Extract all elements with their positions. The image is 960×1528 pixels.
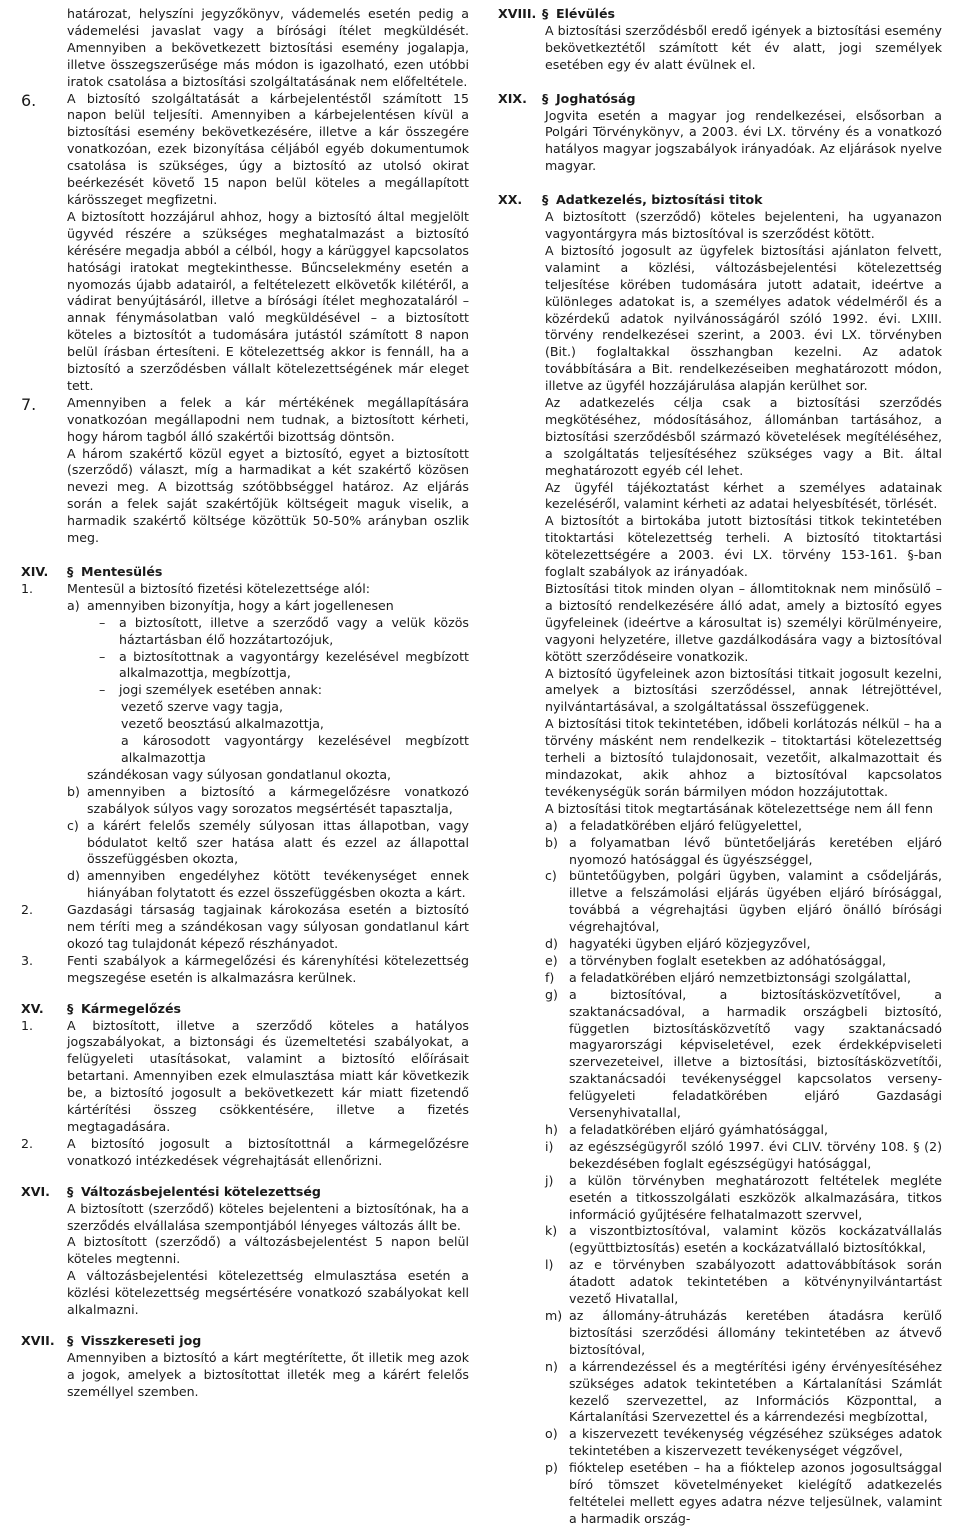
clause-text: Fenti szabályok a kármegelőzési és kárenyhítési kötelezettség megszegése esetén is alkalmazásra kerülnek. (67, 952, 469, 985)
dash-item (21, 649, 469, 683)
section-number: XVI. (21, 1183, 50, 1199)
clause-xv-1 (21, 1018, 469, 1136)
clause-number: 2. (21, 1135, 34, 1151)
section-number: XV. (21, 1000, 44, 1016)
clause-number: 1. (21, 580, 34, 596)
exception-list (498, 818, 942, 1528)
section-title: Adatkezelés, biztosítási titok (556, 192, 763, 208)
section-paragraph: A biztosítási titok megtartásának kötelezettsége nem áll fenn (545, 800, 933, 816)
section-paragraph: Az adatkezelés célja csak a biztosítási szerződés megkötéséhez, módosításához, állománban tartásához, a biztosítási szerződésből származó követelések megítéléséhez, a szolgáltatás teljesítéséhez szükséges vagy a Bit. által meghatározott egyéb cél lehet. (545, 395, 942, 478)
section-title: Kármegelőzés (81, 1000, 182, 1016)
item-text: az e törvényben szabályozott adattovábbítások során átadott adatok tekintetében a kötvénynyilvántartást vezető Hivatallal, (569, 1257, 942, 1307)
clause-xv-2 (21, 1136, 469, 1170)
section-heading-xix (498, 91, 942, 108)
section-paragraph: Az ügyfél tájékoztatást kérhet a személyes adatainak kezeléséről, valamint kérheti az adatai helyesbítését, törlését. (545, 479, 942, 512)
section-symbol: § (67, 564, 74, 579)
clause-text: A biztosító szolgáltatását a kárbejelentéstől számított 15 napon belül teljesíti. Amennyiben a kárbejelentésen kívül a biztosítási esemény bekövetkezésére, illetve a kár összegére vonatkozóan, ezek bizonyítása céljából egyéb dokumentumok csatolása is szükséges, úgy a biztosító az utolsó okirat beérkezését követő 15 napon belül köteles a megállapított kárösszeget megfizetni. (67, 90, 469, 207)
section-symbol: § (542, 6, 549, 21)
exception-item (498, 1139, 942, 1173)
intro-paragraph: határozat, helyszíni jegyzőkönyv, vádemelés esetén pedig a vádemelési javaslat vagy a bírósági ítélet megküldését. Amennyiben a bekövetkezett biztosítási esemény jogalapja, illetve összegszerűsége más módon is igazolható, ezen utóbbi iratok csatolása a biztosítási szolgáltatásának nem előfeltétele. (67, 6, 469, 89)
section-paragraph: A biztosítási szerződésből eredő igények a biztosítási esemény bekövetkeztétől számított két év alatt, jogi személyek esetében egy év alatt évülnek el. (545, 22, 942, 72)
clause-number: 7. (21, 394, 37, 414)
clause-number: 3. (21, 952, 34, 968)
item-text: a feladatkörében eljáró gyámhatósággal, (569, 1122, 829, 1137)
item-text: amennyiben engedélyhez kötött tevékenységet ennek hiányában folytatott és ezzel összefüggésben okozta a kárt. (87, 868, 469, 901)
section-heading-xvii (21, 1333, 469, 1350)
section-heading-xiv (21, 564, 469, 581)
section-number: XIV. (21, 564, 49, 579)
exception-item (498, 987, 942, 1122)
clause-number: 6. (21, 90, 37, 110)
dash-item (21, 615, 469, 649)
section-paragraph: Jogvita esetén a magyar jog rendelkezései, elsősorban a Polgári Törvénykönyv, a 2003. évi LX. törvény és a vonatkozó hatályos magyar jogszabályok irányadóak. Az eljárások nyelve magyar. (545, 107, 942, 174)
section-title: Mentesülés (81, 564, 163, 579)
section-paragraph: A biztosított (szerződő) köteles bejelenteni, ha ugyanazon vagyontárgyra más biztosítóval is szerződést kötött. (545, 209, 942, 241)
clause-text: Mentesül a biztosító fizetési kötelezettsége alól: (67, 580, 370, 596)
item-letter: n) (545, 1358, 558, 1374)
section-symbol: § (67, 1183, 74, 1199)
item-text: a feladatkörében eljáró nemzetbiztonsági szolgálattal, (569, 969, 911, 985)
item-text: hagyatéki ügyben eljáró közjegyzővel, (569, 936, 811, 952)
exception-item (498, 970, 942, 987)
clause-number: 2. (21, 902, 34, 918)
section-paragraph: A biztosító ügyfeleinek azon biztosítási titkait jogosult kezelni, amelyek a biztosítási szerződéssel, annak létrejöttével, nyilvántartásával, a szolgáltatással összefüggenek. (545, 665, 942, 715)
item-text: fióktelep esetében – ha a fióktelep azonos jogosultsággal bíró tömszet követelményeket kielégítő adatkezelés feltételei mellett egyes adatra nézve teljesülnek, valamint a harmadik ország- (569, 1460, 942, 1526)
exception-item (498, 1122, 942, 1139)
dash-mark: – (99, 648, 106, 664)
section-symbol: § (542, 90, 549, 106)
item-text: büntetőügyben, polgári ügyben, valamint a csődeljárás, illetve a felszámolási eljárás ügyében eljáró bírósággal, továbbá a végrehajtási ügyben eljáró önálló bírósági végrehajtóval, (569, 868, 942, 935)
item-text: a viszontbiztosítóval, valamint közös kockázatvállalás (együttbiztosítás) esetén a kockázatvállaló biztosítókkal, (569, 1223, 942, 1256)
item-text: a kiszervezett tevékenység végzéséhez szükséges adatok tekintetében a kiszervezett tevékenységet végzővel, (569, 1426, 942, 1459)
item-text: amennyiben a biztosító a kármegelőzésre vonatkozó szabályok súlyos vagy sorozatos megsértését tapasztalja, (87, 783, 469, 816)
section-symbol: § (67, 1000, 74, 1016)
dash-mark: – (99, 682, 106, 698)
item-letter: j) (545, 1172, 554, 1188)
section-paragraph: Amennyiben a biztosító a kárt megtérítette, őt illetik meg azok a jogok, amelyek a biztosítottat illeték meg a kárért felelős személlyel szemben. (67, 1349, 469, 1399)
section-paragraph: A biztosító jogosult az ügyfelek biztosítási ajánlaton felvett, valamint a közlési, változásbejelentési kötelezettség teljesítése körében tudomására jutott adatait, ideértve a különleges adatokat is, a személyes adatok védelméről és a közérdekű adatok nyilvánosságáról szóló 1992. évi. LXIII. törvény rendelkezései szerint, a 2003. évi LX. törvényben (Bit.) foglaltakkal összhangban kezelni. Az adatok továbbítására a Bit. rendelkezéseiben meghatározott módon, illetve az ügyfél hozzájárulása alapján kerülhet sor. (545, 242, 942, 394)
item-letter: d) (67, 868, 80, 884)
item-letter: m) (545, 1307, 563, 1323)
item-text: az egészségügyről szóló 1997. évi CLIV. törvény 108. § (2) bekezdésében foglalt egészségügyi hatósággal, (569, 1138, 942, 1171)
section-paragraph: Biztosítási titok minden olyan – állomtitoknak nem minősülő – a biztosító rendelkezésére álló adat, amely a biztosító egyes ügyfeleinek (ideértve a károsultat is) személyi körülményeire, vagyoni helyzetére, illetve gazdálkodására vagy a biztosítóval kötött szerződéseire vonatkozik. (545, 581, 942, 664)
clause-text: A biztosított, illetve a szerződő köteles a hatályos jogszabályokat, a biztonsági és üzemeltetési szabályokat, a felügyeleti utasításokat, valamint a biztosító előírásait betartani. Amennyiben ezek elmulasztása miatt kár következik be, a biztosító jogosult a bekövetkezett kár miatt fizetendő kártérítési összeg csökkentésére, illetve a fizetés megtagadására. (67, 1017, 469, 1134)
exception-item (498, 818, 942, 835)
item-letter: e) (545, 952, 558, 968)
exception-item (498, 1460, 942, 1528)
section-heading-xx (498, 192, 942, 209)
item-letter: o) (545, 1426, 558, 1442)
clause-xiv-2 (21, 902, 469, 953)
section-paragraph: A biztosított (szerződő) köteles bejelenteni a biztosítónak, ha a szerződés elvállalása szempontjából lényeges változás állt be. (67, 1200, 469, 1233)
dash-text: a biztosítottnak a vagyontárgy kezelésével megbízott alkalmazottja, megbízottja, (119, 648, 469, 681)
clause-6 (21, 91, 469, 209)
exception-item (498, 868, 942, 936)
dash-text: jogi személyek esetében annak: (119, 682, 323, 698)
section-heading-xviii (498, 6, 942, 23)
exception-item (498, 1308, 942, 1359)
item-letter: h) (545, 1122, 558, 1137)
exception-item (498, 1359, 942, 1427)
section-paragraph: A biztosított (szerződő) a változásbejelentést 5 napon belül köteles megtenni. (67, 1234, 469, 1267)
section-title: Joghatóság (556, 90, 636, 106)
dash-item (21, 682, 469, 699)
item-text: a kárért felelős személy súlyosan ittas állapotban, vagy bódulatot keltő szer hatása alatt és ezzel az állapottal összefüggésben okozta, (87, 817, 469, 867)
sub-line: vezető beosztású alkalmazottja, (121, 716, 324, 732)
exception-item (498, 953, 942, 970)
item-a-end: szándékosan vagy súlyosan gondatlanul okozta, (87, 766, 392, 782)
section-number: XX. (498, 192, 523, 208)
clause-text: Gazdasági társaság tagjainak károkozása esetén a biztosító nem téríti meg a szándékosan vagy súlyosan gondatlanul kárt okozó tag tulajdonát képező részhányadot. (67, 902, 469, 951)
exception-item (498, 936, 942, 953)
section-number: XVII. (21, 1332, 55, 1348)
clause-7 (21, 395, 469, 446)
section-title: Elévülés (556, 6, 615, 21)
item-letter: g) (545, 986, 558, 1002)
exception-item (498, 835, 942, 869)
item-letter: d) (545, 936, 558, 952)
item-letter: a) (545, 817, 558, 833)
item-letter: k) (545, 1223, 558, 1239)
section-title: Visszkereseti jog (81, 1332, 202, 1348)
section-symbol: § (67, 1332, 74, 1348)
clause-text: Amennyiben a felek a kár mértékének megállapítására vonatkozóan megállapodni nem tudnak, a biztosított kérheti, hogy három tagból álló szakértői bizottság döntsön. (67, 394, 469, 444)
item-letter: i) (545, 1138, 554, 1154)
sub-line: a károsodott vagyontárgy kezelésével megbízott alkalmazottja (121, 733, 469, 765)
item-text: a törvényben foglalt esetekben az adóhatósággal, (569, 952, 887, 968)
item-text: a folyamatban lévő büntetőeljárás keretében eljáró nyomozó hatósággal és ügyészséggel, (569, 834, 942, 867)
clause-xiv-1 (21, 581, 469, 598)
item-letter: p) (545, 1460, 558, 1476)
section-paragraph: A biztosítót a birtokába jutott biztosítási titkok tekintetében titoktartási kötelezettség terheli. A biztosító titoktartási kötelezettségére a 2003. évi LX. törvény 153-161. §-ban foglalt szabályok az irányadóak. (545, 513, 942, 580)
item-text: a biztosítóval, a biztosításközvetítővel, a szaktanácsadóval, a harmadik országbeli biztosító, független biztosításközvetítő vagy szaktanácsadó magyarországi képviseletével, ezek érdekképviseleti szervezeteivel, illetve a biztosítási, biztosításközvetítői, szaktanácsadói tevékenységgel kapcsolatos verseny-felügyeleti feladatkörében eljáró Gazdasági Versenyhivatallal, (569, 986, 942, 1121)
right-column (498, 6, 942, 1528)
item-letter: f) (545, 969, 555, 985)
section-heading-xv (21, 1001, 469, 1018)
section-heading-xvi (21, 1184, 469, 1201)
item-letter: b) (545, 834, 558, 850)
item-letter: c) (545, 868, 557, 884)
item-b (21, 784, 469, 818)
exception-item (498, 1257, 942, 1308)
item-text: a feladatkörében eljáró felügyelettel, (569, 817, 802, 833)
clause-number: 1. (21, 1017, 34, 1033)
clause-text: A biztosító jogosult a biztosítottnál a kármegelőzésre vonatkozó intézkedések végrehajtását ellenőrizni. (67, 1135, 469, 1168)
clause-7-paragraph-2: A három szakértő közül egyet a biztosító, egyet a biztosított (szerződő) választ, míg a harmadikat a két szakértő közösen nevezi meg. A bizottság szótöbbséggel határoz. Az eljárás során a felek saját szakértőjük költségeit maguk viselik, a harmadik szakértő költsége közöttük 50-50% arányban oszlik meg. (67, 445, 469, 546)
item-text: a kárrendezéssel és a megtérítési igény érvényesítéséhez szükséges adatok tekintetében a Kártalanítási Számlát kezelő szervezettel, az Információs Központtal, a Kártalanítási Szervezettel és a kárrendezési megbízottal, (569, 1358, 942, 1425)
item-text: a külön törvényben meghatározott feltételek megléte esetén a titkosszolgálati eszközök alkalmazására, titkos információ gyűjtésére felhatalmazott szervvel, (569, 1172, 942, 1222)
sub-line: vezető szerve vagy tagja, (121, 699, 283, 715)
item-text: az állomány-átruházás keretében átadásra kerülő biztosítási szerződési állomány tekintetében az átvevő biztosítóval, (569, 1307, 942, 1357)
dash-mark: – (99, 614, 106, 630)
left-column (21, 6, 469, 1401)
clause-xiv-3 (21, 953, 469, 987)
exception-item (498, 1223, 942, 1257)
section-number: XVIII. (498, 6, 537, 21)
section-paragraph: A változásbejelentési kötelezettség elmulasztása esetén a közlési kötelezettség megsértésére vonatkozó szabályokat kell alkalmazni. (67, 1268, 469, 1318)
section-title: Változásbejelentési kötelezettség (81, 1183, 321, 1199)
section-symbol: § (542, 192, 549, 208)
exception-item (498, 1426, 942, 1460)
item-letter: a) (67, 597, 80, 613)
exception-item (498, 1173, 942, 1224)
section-paragraph: A biztosítási titok tekintetében, időbeli korlátozás nélkül – ha a törvény másként nem rendelkezik – titoktartási kötelezettség terheli a biztosító tulajdonosait, vezetőit, alkalmazottait és mindazokat, akik ahhoz a biztosítóval kapcsolatos tevékenységük során bármilyen módon hozzájutottak. (545, 716, 942, 799)
item-letter: c) (67, 817, 79, 833)
item-a (21, 598, 469, 615)
item-letter: b) (67, 783, 80, 799)
dash-text: a biztosított, illetve a szerződő vagy a velük közös háztartásban élő hozzátartozójuk, (119, 614, 469, 647)
section-number: XIX. (498, 90, 527, 106)
item-c (21, 818, 469, 869)
item-letter: l) (545, 1257, 554, 1273)
clause-6-paragraph-2: A biztosított hozzájárul ahhoz, hogy a biztosító által megjelölt ügyvéd részére a szükséges meghatalmazást a biztosító kérésére megadja abból a célból, hogy a kárüggyel kapcsolatos hatósági iratokat megtekinthesse. Bűncselekmény esetén a nyomozás újabb adatairól, a feltételezett elkövetők kilétéről, a vádirat benyújtásáról, illetve a bírósági ítélet meghozataláról – annak fénymásolatban való megküldésével – a biztosított köteles a biztosítót a tudomására jutástól számított 8 napon belül írásban értesíteni. E kötelezettség akkor is fennáll, ha a biztosító a szerződésben vállalt kötelezettségének már eleget tett. (67, 208, 469, 393)
item-text: amennyiben bizonyítja, hogy a kárt jogellenesen (87, 597, 394, 613)
item-d (21, 868, 469, 902)
